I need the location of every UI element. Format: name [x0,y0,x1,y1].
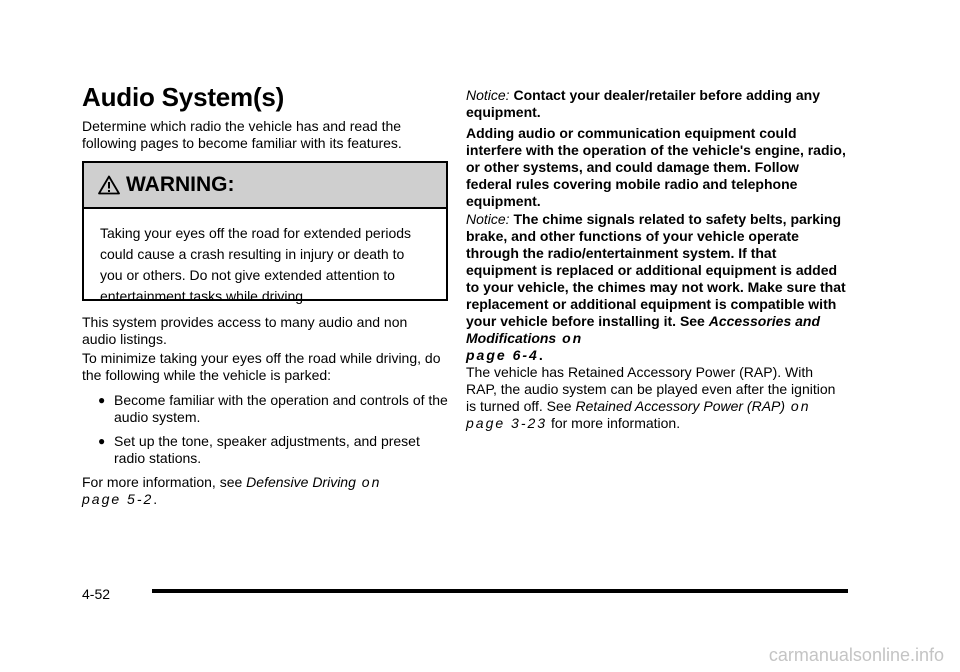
bullet-icon: ● [98,393,106,407]
bullet-text: Become familiar with the operation and controls of the audio system. [114,392,448,425]
warning-header [84,163,446,209]
footer-rule [152,589,848,593]
bullet-item [98,433,450,467]
notice-label: Notice: [466,211,510,227]
page-number: 4-52 [82,586,111,602]
link-on: on [785,398,811,414]
link-page-ref[interactable]: page 5-2 [82,491,154,507]
bullet-icon: ● [98,434,106,448]
notice-dealer [466,87,846,121]
warning-title: WARNING: [126,173,235,196]
bullet-item [98,392,450,426]
more-info-prefix: For more information, see [82,474,247,490]
accessories-link[interactable]: Accessories and Modifications [466,313,821,346]
notice-chime [466,211,846,364]
intro-paragraph: Determine which radio the vehicle has and read the following pages to become familiar with its features. [82,118,402,151]
rap-text: The vehicle has Retained Accessory Power (RAP). With RAP, the audio system can be played even after the ignition is turned off. See [466,364,836,414]
page-title: Audio System(s) [82,82,285,112]
link-on: on [556,330,584,346]
notice-chime-text: The chime signals related to safety belts, parking brake, and other functions of your vehicle operate through the radio/entertainment system. If that equipment is replaced or additional equipment is added to your vehicle, the chimes may not work. Make sure that replacement or additional equipment is compatible with your vehicle before installing it. See [466,211,846,329]
minimize-paragraph: To minimize taking your eyes off the road while driving, do the following while the vehicle is parked: [82,350,441,383]
link-page-ref[interactable]: page 3-23 [466,415,548,431]
system-access-paragraph: This system provides access to many audio and non audio listings. [82,314,408,347]
link-on: on [355,474,382,490]
bullet-text: Set up the tone, speaker adjustments, and preset radio stations. [114,433,420,466]
defensive-driving-link[interactable]: Defensive Driving [246,474,356,490]
more-info-paragraph [82,474,442,508]
notice-dealer-text: Contact your dealer/retailer before adding any equipment. [466,87,820,120]
warning-box [82,161,448,304]
rap-paragraph [466,364,836,432]
notice-label: Notice: [466,87,510,103]
warning-triangle-icon [98,175,120,195]
watermark: carmanualsonline.info [768,645,944,665]
notice-chime-suffix: . [538,347,543,363]
link-page-ref[interactable]: page 6-4 [466,347,539,363]
rap-link[interactable]: Retained Accessory Power (RAP) [575,398,786,414]
rap-suffix: for more information. [547,415,681,431]
more-info-suffix: . [153,491,158,507]
adding-equipment-paragraph: Adding audio or communication equipment could interfere with the operation of the vehicle's engine, radio, or other systems, and could damage them. Follow federal rules covering mobile radio and telephone equipment. [466,125,846,209]
warning-body: Taking your eyes off the road for extended periods could cause a crash resulting in injury or death to you or others. Do not give extended attention to entertainment tasks while driving. [100,225,412,304]
